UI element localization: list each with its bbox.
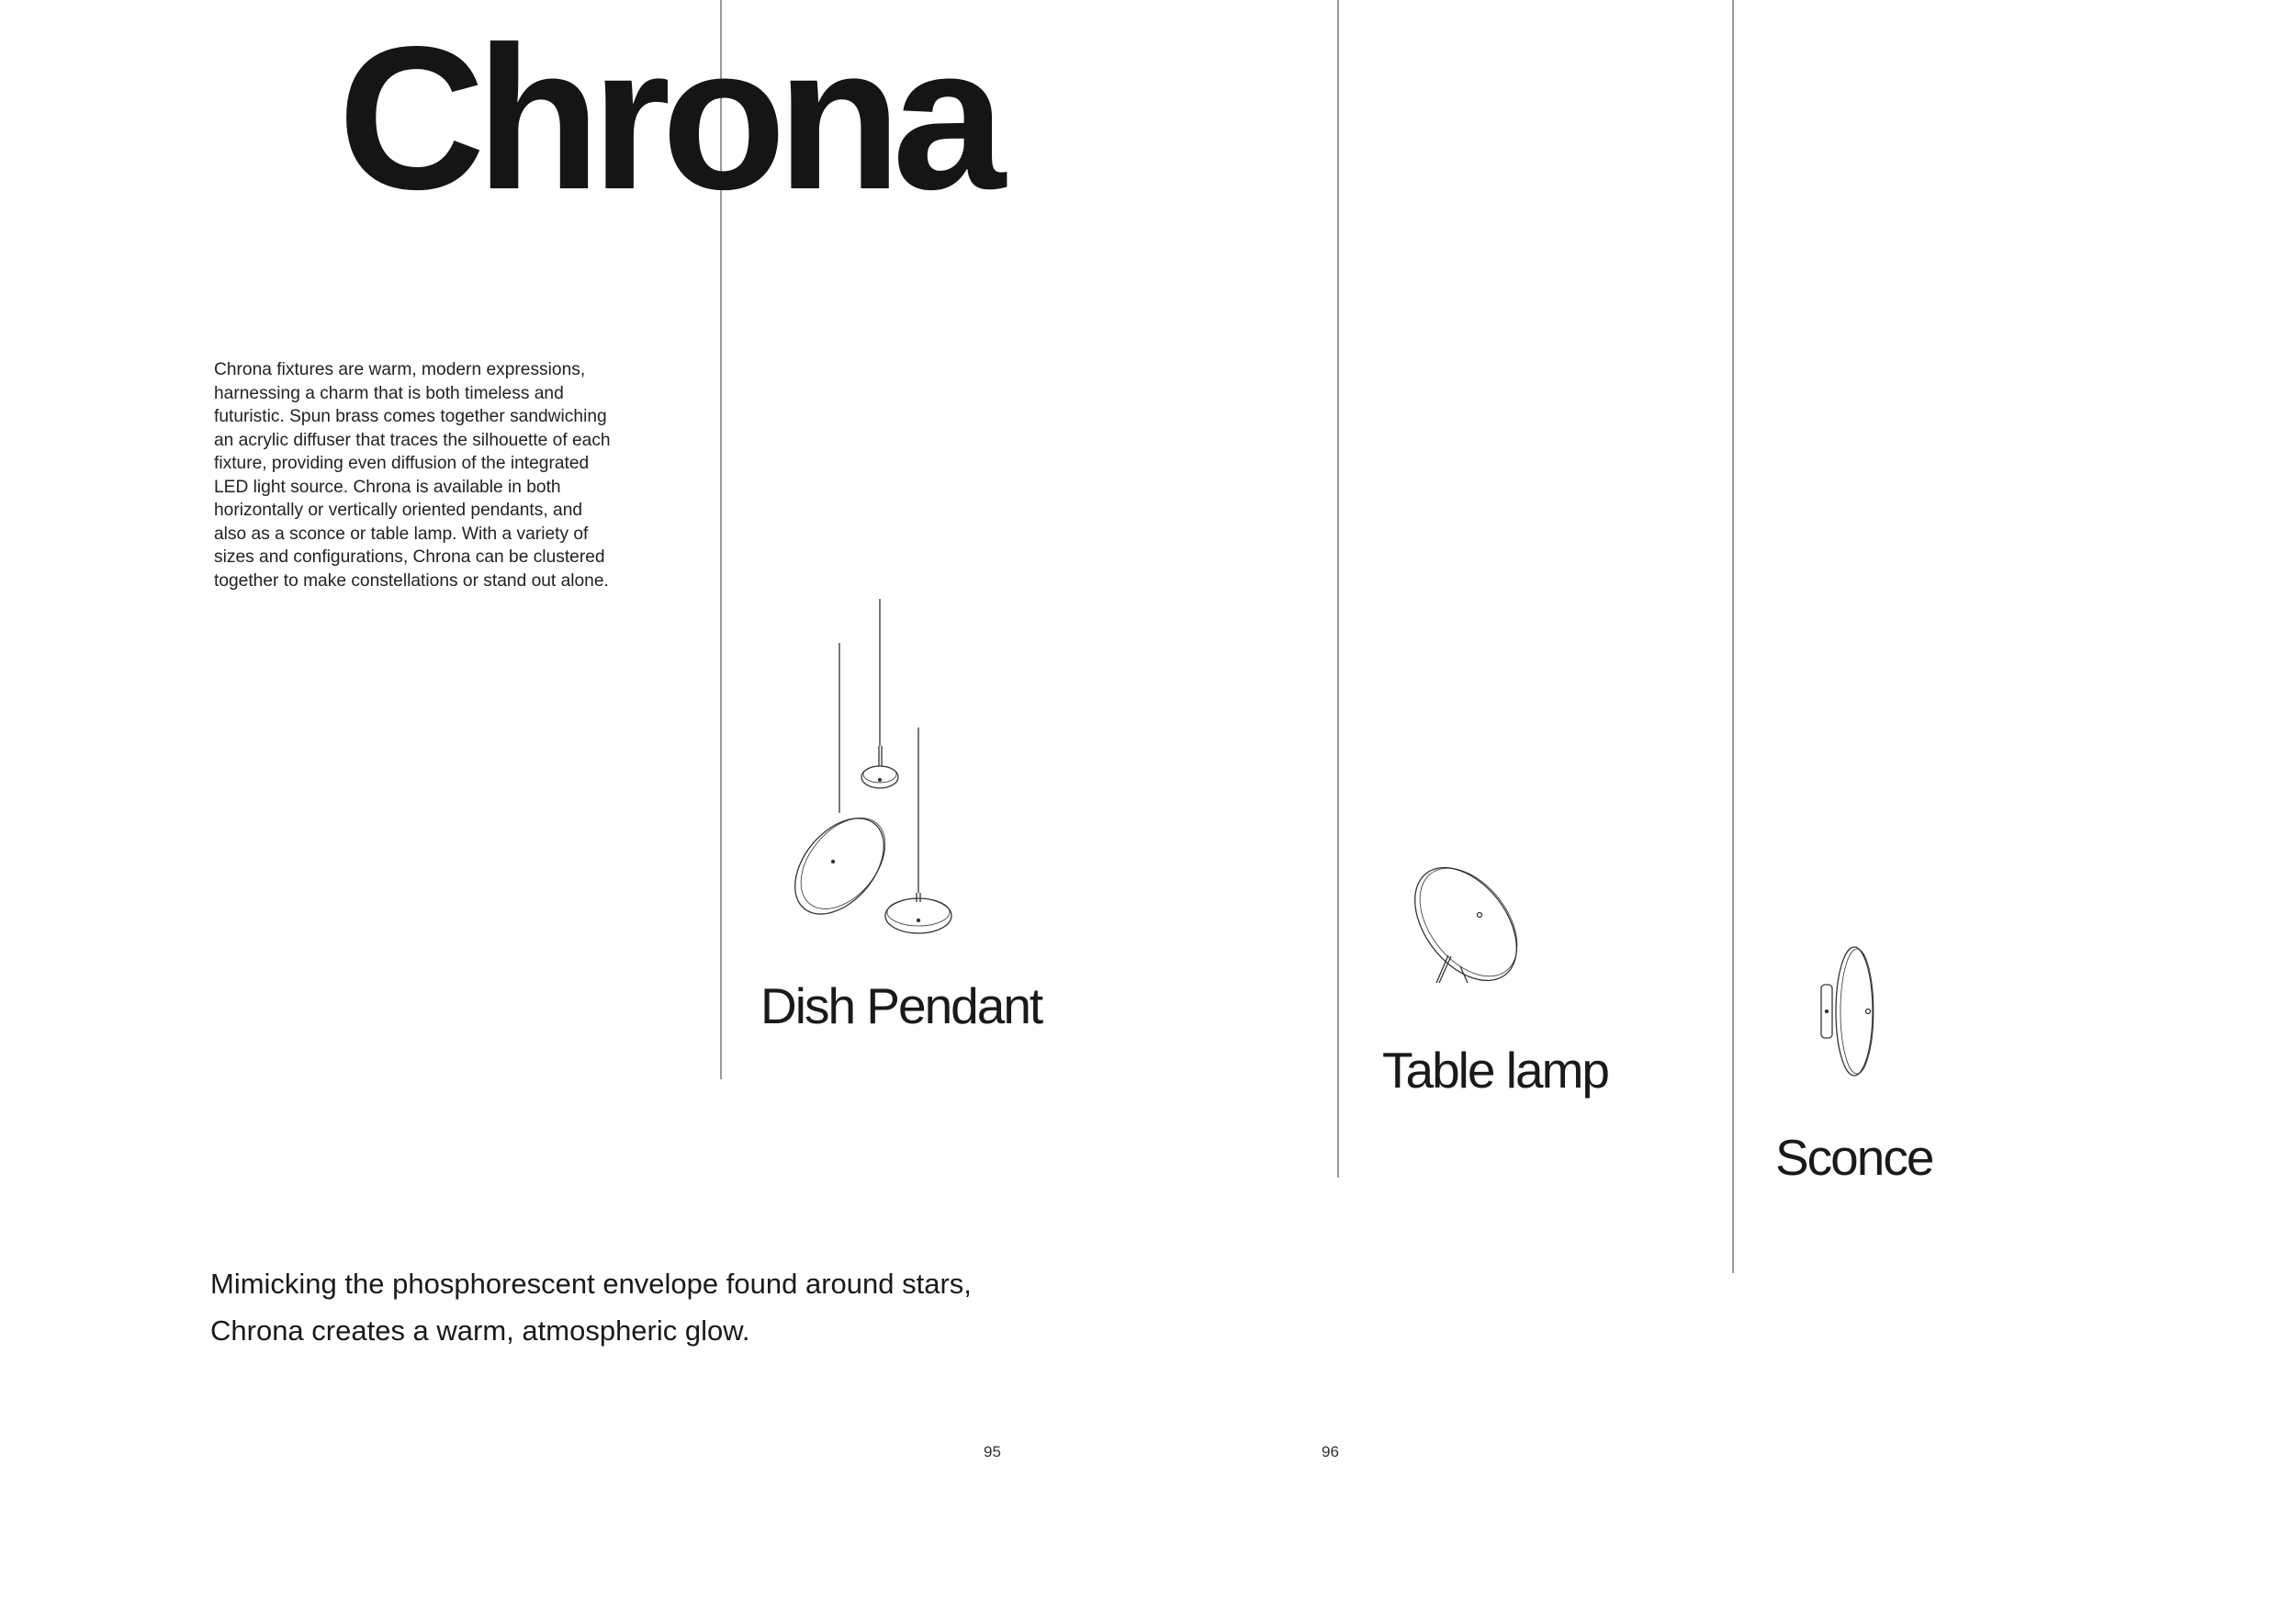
product-label-sconce: Sconce xyxy=(1775,1129,1933,1186)
table-lamp-illustration xyxy=(1405,854,1525,992)
intro-line: together to make constellations or stand out alone. xyxy=(214,570,609,591)
dish-pendant-illustration xyxy=(781,588,983,946)
intro-line: fixture, providing even diffusion of the integrated xyxy=(214,454,590,473)
intro-line: futuristic. Spun brass comes together sandwiching xyxy=(214,407,607,426)
intro-line: also as a sconce or table lamp. With a variety of xyxy=(214,524,589,544)
intro-line: LED light source. Chrona is available in both xyxy=(214,477,561,497)
intro-line: Chrona fixtures are warm, modern expressions, xyxy=(214,360,586,379)
intro-paragraph xyxy=(214,358,646,592)
intro-line: horizontally or vertically oriented pendants, and xyxy=(214,501,583,520)
tagline-line: Mimicking the phosphorescent envelope found around stars, xyxy=(210,1268,972,1300)
intro-line: harnessing a charm that is both timeless and xyxy=(214,383,564,403)
intro-line: an acrylic diffuser that traces the silhouette of each xyxy=(214,430,611,450)
page-number-left: 95 xyxy=(984,1443,1001,1460)
tagline-line: Chrona creates a warm, atmospheric glow. xyxy=(210,1314,750,1347)
page-title: Chrona xyxy=(338,5,996,232)
tagline xyxy=(210,1260,972,1354)
product-label-dish-pendant: Dish Pendant xyxy=(760,977,1042,1034)
divider-line-3 xyxy=(1732,0,1734,1273)
sconce-illustration xyxy=(1809,937,1883,1084)
divider-line-2 xyxy=(1337,0,1339,1178)
product-label-table-lamp: Table lamp xyxy=(1382,1042,1608,1099)
page-number-right: 96 xyxy=(1322,1443,1339,1460)
intro-line: sizes and configurations, Chrona can be clustered xyxy=(214,547,605,567)
